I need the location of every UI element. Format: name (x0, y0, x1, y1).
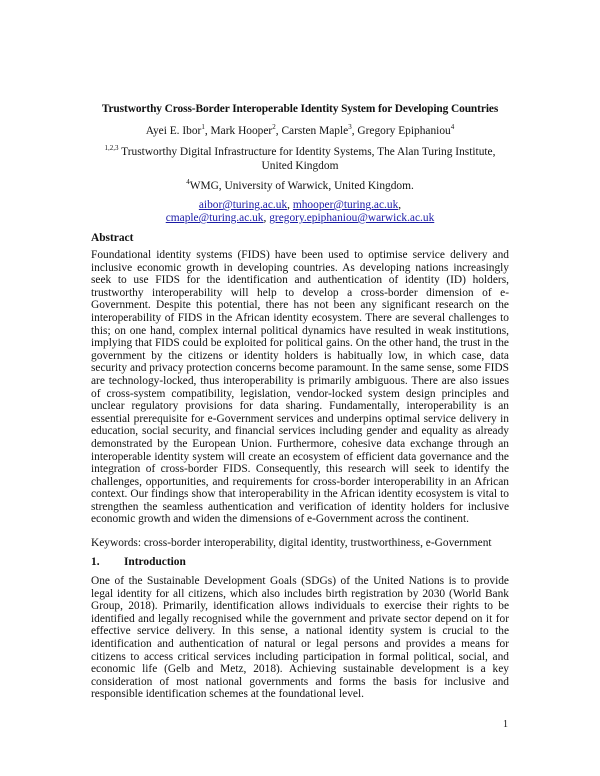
email-link[interactable]: aibor@turing.ac.uk (198, 199, 288, 211)
author-sup: 4 (450, 123, 455, 132)
intro-paragraph: One of the Sustainable Development Goals (SDGs) of the United Nations is to provide legal identity for all citizens, which also includes birth registration by 2030 (World Bank Group, 2018). Primarily, identification allows individuals to exercise their rights to be identified and legally recognised while the government and private sector depend on it for effective service delivery. In this sense, a national identity system is crucial to the identification and authentication of natural or legal persons and provides a means for citizens to access critical services including participation in formal political, social, and economic life (Gelb and Metz, 2018). Achieving sustainable development is a key consideration of most national governments and forms the basis for inclusive and responsible identification schemes at the foundational level. (91, 575, 509, 701)
section-heading (91, 556, 186, 568)
abstract-heading: Abstract (91, 232, 134, 244)
affiliation (92, 145, 508, 173)
email-list: aibor@turing.ac.uk, mhooper@turing.ac.uk, cmaple@turing.ac.uk, gregory.epiphaniou@warwick.ac.uk (165, 199, 435, 224)
affiliation (60, 180, 540, 192)
author-sup: 2 (272, 123, 276, 132)
affiliation-sup: 4 (186, 178, 190, 187)
abstract-text: Foundational identity systems (FIDS) have been used to optimise service delivery and inclusive economic growth in developing countries. As developing nations increasingly seek to use FIDS for the identification and authentication of identity (ID) holders, trustworthy interoperability will help to develop a cross-border dimension of e-Government. Despite this potential, there has not been any significant research on the interoperability of FIDS in the African identity ecosystem. There are several challenges to this; on one hand, complex internal political dynamics have resulted in weak institutions, implying that FIDS could be exploited for political gains. On the other hand, the trust in the government by the citizens or identity holders is habitually low, in which case, data security and privacy protection concerns become paramount. In the same sense, some FIDS are technology-locked, thus interoperability is primarily ambiguous. There are also issues of cross-system compatibility, legislation, vendor-locked system design principles and unclear regulatory provisions for data sharing. Fundamentally, interoperability is an essential prerequisite for e-Government services and underpins optimal service delivery in education, social security, and financial services including gender and equality as already demonstrated by the European Union. Furthermore, cohesive data exchange through an interoperable identity system will create an ecosystem of efficient data governance and the integration of cross-border FIDS. Consequently, this research will seek to identify the challenges, opportunities, and requirements for cross-border interoperability in an African context. Our findings show that interoperability in the African identity ecosystem is vital to strengthen the seamless authentication and verification of identity holders for inclusive economic growth and widen the dimensions of e-Government across the continent. (91, 249, 509, 526)
author-name: Gregory Epiphaniou (357, 125, 451, 137)
author-sup: 1 (201, 123, 205, 132)
email-link[interactable]: gregory.epiphaniou@warwick.ac.uk (269, 212, 435, 224)
author-list: Ayei E. Ibor$^1$, Mark Hooper$^2$, Carsten Maple$^3$, Gregory Epiphaniou$^4$ (145, 123, 455, 137)
section-number: 1. (91, 556, 100, 568)
author-name: Ayei E. Ibor (145, 125, 202, 137)
section-title: Introduction (124, 556, 186, 568)
author-name: Carsten Maple (281, 125, 349, 137)
affiliation-text: Trustworthy Digital Infrastructure for Identity Systems, The Alan Turing Institute, United Kingdom (118, 146, 496, 172)
keywords: Keywords: cross-border interoperability, digital identity, trustworthiness, e-Government (91, 537, 492, 549)
email-link[interactable]: cmaple@turing.ac.uk (165, 212, 264, 224)
author-sup: 3 (348, 123, 352, 132)
page-number: 1 (503, 719, 508, 730)
affiliation-text: WMG, University of Warwick, United Kingdom. (189, 180, 414, 192)
email-link[interactable]: mhooper@turing.ac.uk (292, 199, 399, 211)
affiliation-sup: 1,2,3 (104, 144, 119, 153)
author-name: Mark Hooper (210, 125, 273, 137)
paper-title: Trustworthy Cross-Border Interoperable Identity System for Developing Countries (101, 103, 499, 115)
